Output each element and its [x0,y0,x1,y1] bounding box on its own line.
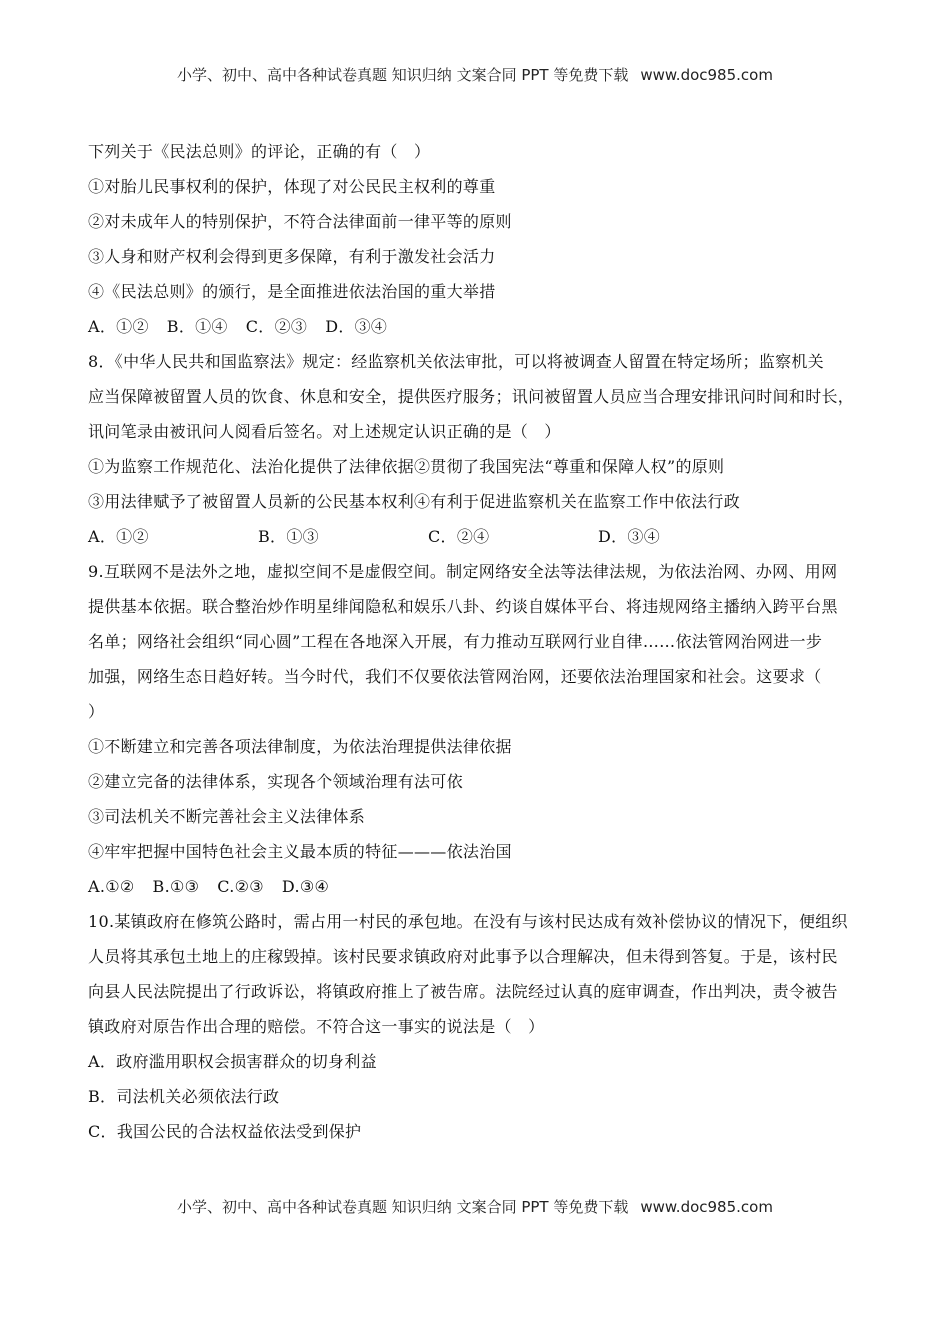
q7-option-a: A．①② [88,317,149,336]
footer-text: 小学、初中、高中各种试卷真题 知识归纳 文案合同 PPT 等免费下载 [177,1198,629,1216]
q8-stem-line: 8．《中华人民共和国监察法》规定：经监察机关依法审批，可以将被调查人留置在特定场所；监察机关 [88,352,824,371]
q7-option-d: D．③④ [325,317,388,336]
q9-options [88,869,868,904]
q8-stem-line: 应当保障被留置人员的饮食、休息和安全，提供医疗服务；讯问被留置人员应当合理安排讯问时间和时长， [88,387,855,406]
q9-item: ④牢牢把握中国特色社会主义最本质的特征———依法治国 [88,842,512,861]
q9-option-b: B.①③ [152,877,200,896]
header-url[interactable]: www.doc985.com [640,66,773,84]
q8-stem-line: 讯问笔录由被讯问人阅看后签名。对上述规定认识正确的是（ ） [88,422,561,441]
q7-item: ①对胎儿民事权利的保护，体现了对公民民主权利的尊重 [88,177,496,196]
q9-item: ②建立完备的法律体系，实现各个领域治理有法可依 [88,772,463,791]
q7-item: ②对未成年人的特别保护，不符合法律面前一律平等的原则 [88,212,512,231]
q9-stem-line: 9.互联网不是法外之地，虚拟空间不是虚假空间。制定网络安全法等法律法规，为依法治网、办网、用网 [88,562,838,581]
q7-item: ④《民法总则》的颁行，是全面推进依法治国的重大举措 [88,282,496,301]
exam-content [88,134,868,1149]
q8-options [88,519,868,554]
q7-option-c: C．②③ [245,317,308,336]
q8-item: ③用法律赋予了被留置人员新的公民基本权利④有利于促进监察机关在监察工作中依法行政 [88,492,741,511]
page-header [0,64,950,85]
q10-option-b: B．司法机关必须依法行政 [88,1087,280,1106]
page-footer [0,1196,950,1217]
q7-options [88,309,868,344]
q8-option-b: B．①③ [258,527,319,546]
q9-item: ③司法机关不断完善社会主义法律体系 [88,807,366,826]
q9-stem-line: 名单；网络社会组织“同心圆”工程在各地深入开展，有力推动互联网行业自律……依法管网治网进一步 [88,632,823,651]
q9-stem-line: 加强，网络生态日趋好转。当今时代，我们不仅要依法管网治网，还要依法治理国家和社会。这要求（ [88,667,822,686]
q10-option-a: A．政府滥用职权会损害群众的切身利益 [88,1052,377,1071]
q7-stem: 下列关于《民法总则》的评论，正确的有（ ） [88,142,431,161]
header-text: 小学、初中、高中各种试卷真题 知识归纳 文案合同 PPT 等免费下载 [177,66,629,84]
q9-stem-line: ） [88,702,105,721]
q9-option-d: D.③④ [281,877,330,896]
q9-stem-line: 提供基本依据。联合整治炒作明星绯闻隐私和娱乐八卦、约谈自媒体平台、将违规网络主播纳入跨平台黑 [88,597,838,616]
q9-option-c: C.②③ [217,877,264,896]
q7-option-b: B．①④ [166,317,228,336]
q10-stem-line: 向县人民法院提出了行政诉讼，将镇政府推上了被告席。法院经过认真的庭审调查，作出判决，责令被告 [88,982,838,1001]
q9-item: ①不断建立和完善各项法律制度，为依法治理提供法律依据 [88,737,512,756]
q8-option-c: C．②④ [428,527,490,546]
q9-option-a: A.①② [88,877,135,896]
q8-option-d: D．③④ [598,527,661,546]
q7-item: ③人身和财产权利会得到更多保障，有利于激发社会活力 [88,247,496,266]
q8-option-a: A．①② [88,527,149,546]
q10-stem-line: 镇政府对原告作出合理的赔偿。不符合这一事实的说法是（ ） [88,1017,545,1036]
q8-item: ①为监察工作规范化、法治化提供了法律依据②贯彻了我国宪法“尊重和保障人权”的原则 [88,457,725,476]
q10-option-c: C．我国公民的合法权益依法受到保护 [88,1122,362,1141]
q10-stem-line: 10.某镇政府在修筑公路时，需占用一村民的承包地。在没有与该村民达成有效补偿协议的情况下，便组织 [88,912,848,931]
q10-stem-line: 人员将其承包土地上的庄稼毁掉。该村民要求镇政府对此事予以合理解决，但未得到答复。于是，该村民 [88,947,838,966]
footer-url[interactable]: www.doc985.com [640,1198,773,1216]
